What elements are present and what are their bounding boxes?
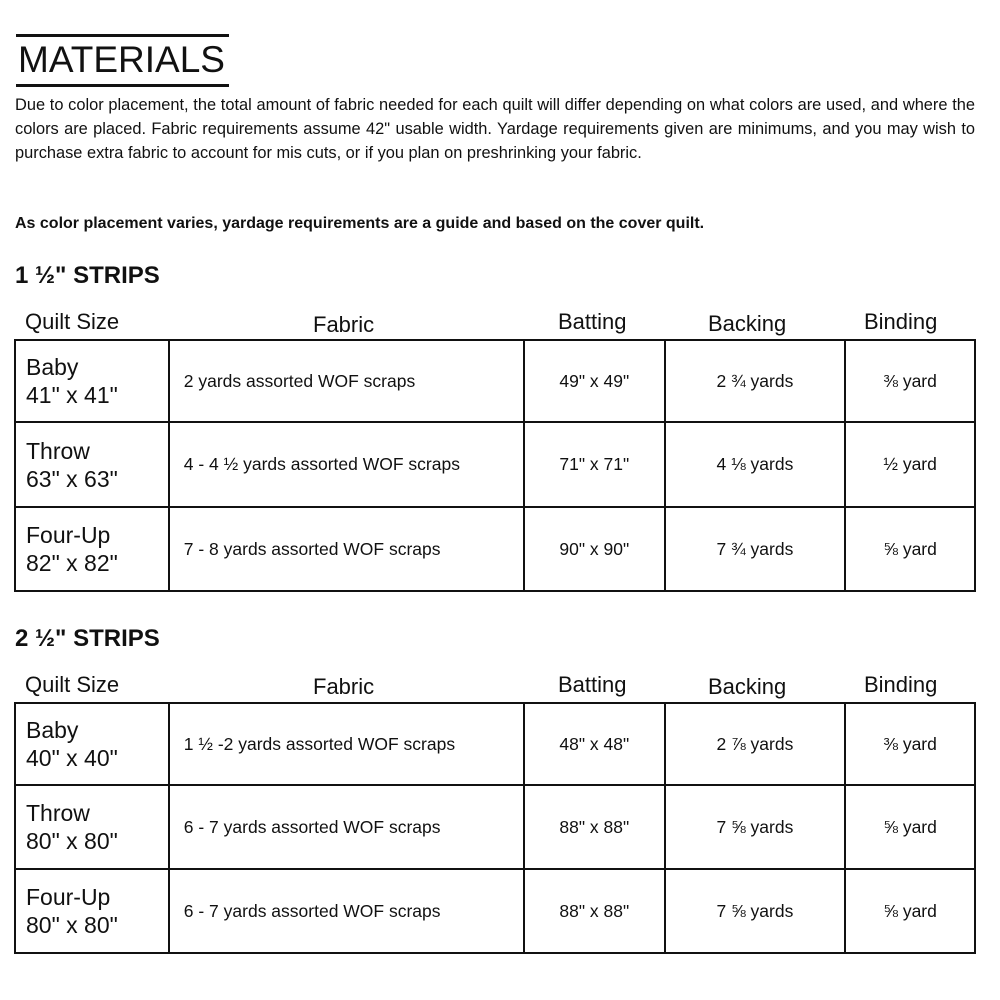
binding-cell: ⅜ yard: [845, 703, 975, 785]
backing-cell: 7 ⅝ yards: [665, 869, 846, 953]
note-text: As color placement varies, yardage requirements are a guide and based on the cover quilt.: [15, 215, 705, 232]
backing-cell: 2 ⅞ yards: [665, 703, 846, 785]
table-row: [15, 869, 975, 953]
header-binding: Binding: [864, 672, 938, 697]
fabric-cell: 2 yards assorted WOF scraps: [169, 340, 524, 422]
header-binding: Binding: [864, 309, 938, 334]
size-dims: 40" x 40": [26, 745, 118, 771]
materials-title-box: [16, 34, 229, 87]
page-title: MATERIALS: [18, 39, 225, 80]
batting-cell: 88" x 88": [524, 785, 665, 869]
header-quilt-size: Quilt Size: [25, 672, 120, 697]
quilt-size-cell: [15, 422, 169, 507]
binding-cell: ⅝ yard: [845, 869, 975, 953]
size-name: Four-Up: [26, 522, 111, 548]
quilt-size-cell: [15, 785, 169, 869]
quilt-size-cell: [15, 703, 169, 785]
quilt-size-cell: [15, 507, 169, 591]
fabric-cell: 6 - 7 yards assorted WOF scraps: [169, 785, 524, 869]
table-row: [15, 507, 975, 591]
header-backing: Backing: [708, 311, 787, 336]
binding-cell: ½ yard: [845, 422, 975, 507]
size-name: Throw: [26, 437, 90, 464]
batting-cell: 90" x 90": [524, 507, 665, 591]
table-row: [15, 785, 975, 869]
header-fabric: Fabric: [313, 312, 375, 337]
section-title-2: 2 ½" STRIPS: [15, 625, 160, 652]
header-quilt-size: Quilt Size: [25, 309, 120, 334]
size-name: Baby: [26, 354, 79, 380]
size-dims: 41" x 41": [26, 382, 118, 408]
binding-cell: ⅝ yard: [845, 507, 975, 591]
size-dims: 82" x 82": [26, 550, 118, 576]
batting-cell: 88" x 88": [524, 869, 665, 953]
table-2-5-strips: [14, 702, 976, 954]
fabric-cell: 7 - 8 yards assorted WOF scraps: [169, 507, 524, 591]
table-1-5-strips: [14, 339, 976, 592]
section-title-1: 1 ½" STRIPS: [15, 262, 160, 289]
backing-cell: 4 ⅛ yards: [665, 422, 846, 507]
batting-cell: 49" x 49": [524, 340, 665, 422]
size-dims: 80" x 80": [26, 912, 118, 938]
backing-cell: 2 ¾ yards: [665, 340, 846, 422]
fabric-cell: 4 - 4 ½ yards assorted WOF scraps: [169, 422, 524, 507]
size-name: Four-Up: [26, 884, 111, 910]
table-row: [15, 422, 975, 507]
header-backing: Backing: [708, 674, 787, 699]
fabric-cell: 6 - 7 yards assorted WOF scraps: [169, 869, 524, 953]
fabric-cell: 1 ½ -2 yards assorted WOF scraps: [169, 703, 524, 785]
size-dims: 80" x 80": [26, 828, 118, 854]
binding-cell: ⅜ yard: [845, 340, 975, 422]
header-batting: Batting: [558, 309, 627, 334]
backing-cell: 7 ⅝ yards: [665, 785, 846, 869]
batting-cell: 71" x 71": [524, 422, 665, 507]
size-name: Baby: [26, 717, 79, 743]
header-batting: Batting: [558, 672, 627, 697]
batting-cell: 48" x 48": [524, 703, 665, 785]
backing-cell: 7 ¾ yards: [665, 507, 846, 591]
quilt-size-cell: [15, 340, 169, 422]
header-fabric: Fabric: [313, 674, 375, 699]
size-dims: 63" x 63": [26, 465, 118, 492]
size-name: Throw: [26, 800, 90, 826]
table-row: [15, 703, 975, 785]
table-row: [15, 340, 975, 422]
quilt-size-cell: [15, 869, 169, 953]
binding-cell: ⅝ yard: [845, 785, 975, 869]
intro-paragraph: Due to color placement, the total amount of fabric needed for each quilt will differ depending on what colors are used, and where the colors are placed. Fabric requirements assume 42" usable width. Yardage requirements given are minimums, and you may wish to purchase extra fabric to account for mis cuts, or if you plan on preshrinking your fabric.: [15, 96, 975, 162]
